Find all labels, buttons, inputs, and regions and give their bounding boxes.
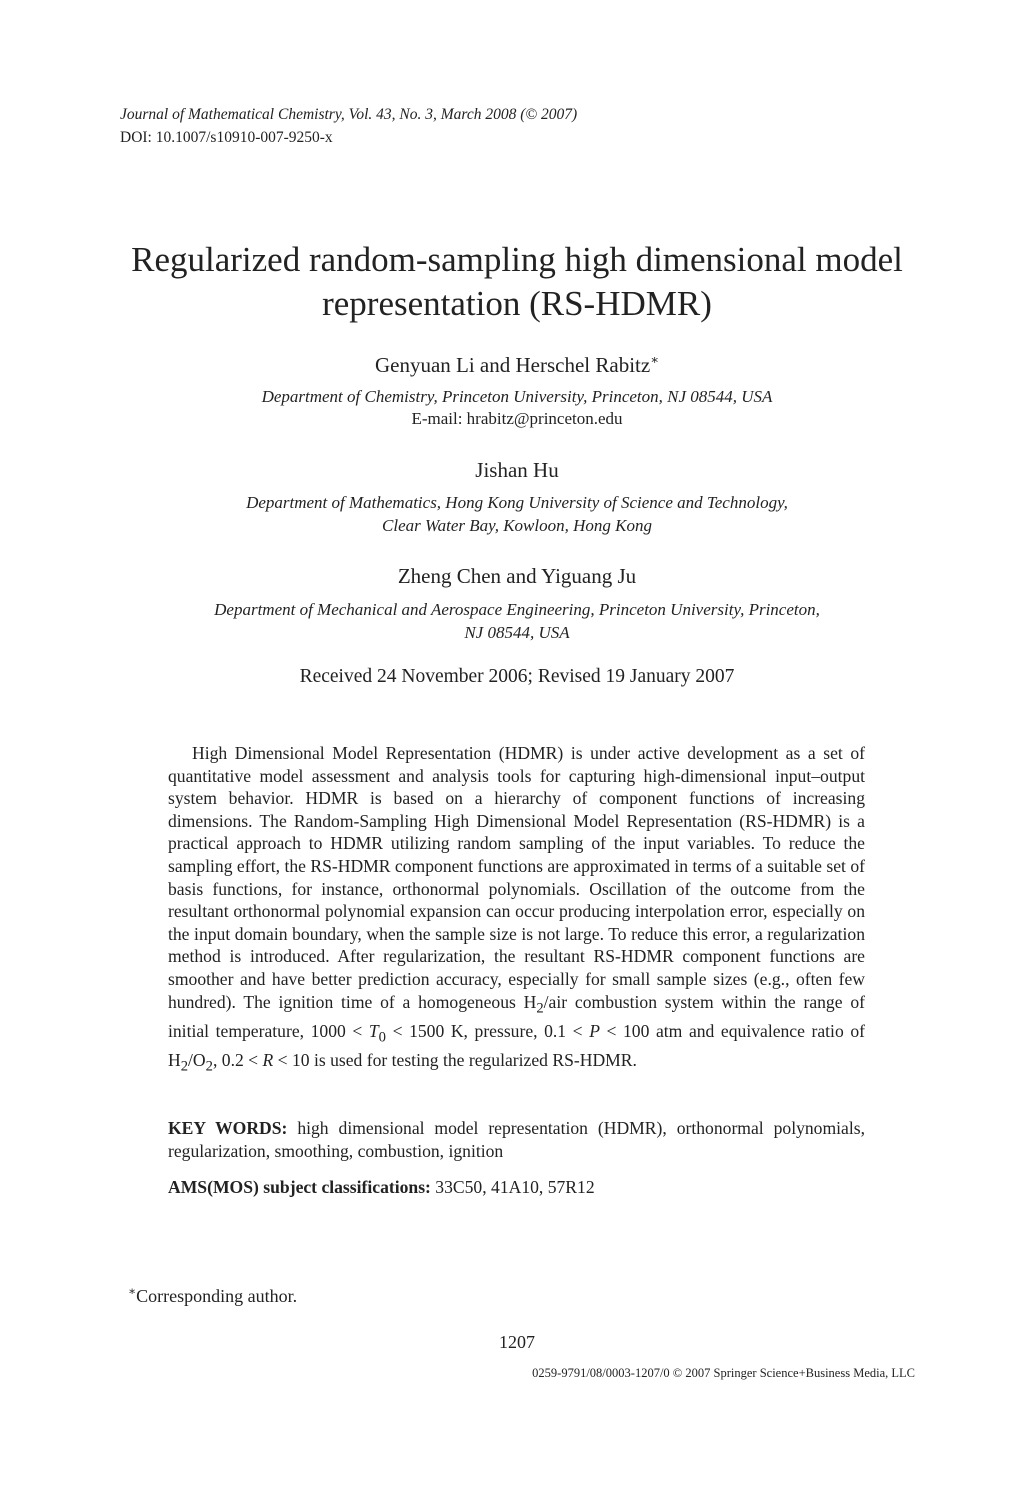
keywords-text: high dimensional model representation (HDMR), orthonormal polynomials, regularization, smoothing, combustion, ignition <box>168 1118 865 1161</box>
author-names: Genyuan Li and Herschel Rabitz <box>374 353 651 377</box>
abstract: High Dimensional Model Representation (HDMR) is under active development as a set of quantitative model assessment and analysis tools for capturing high-dimensional input–output system behavior. HDMR is based on a hierarchy of component functions of increasing dimensions. The Random-Sampling High Dimensional Model Representation (RS-HDMR) is a practical approach to HDMR utilizing random sampling of the input variables. To reduce the sampling effort, the RS-HDMR component functions are approximated in terms of a suitable set of basis functions, for instance, orthonormal polynomials. Oscillation of the outcome from the resultant orthonormal polynomial expansion can occur producing interpolation error, especially on the input domain boundary, when the sample size is not large. To reduce this error, a regularization method is introduced. After regularization, the resultant RS-HDMR component functions are smoother and have better prediction accuracy, especially for small sample sizes (e.g., often few hundred). The ignition time of a homogeneous $H_2$/air combustion system within the range of initial temperature, $1000 < T_0 < 1500$ K, pressure, 0.1 < P < 100 atm and equivalence ratio of $H_2/O_2$, 0.2 < R < 10 is used for testing the regularized RS-HDMR. <box>168 743 865 1075</box>
corresponding-mark: ∗ <box>650 352 660 367</box>
affiliation <box>150 491 884 537</box>
footnote-text: Corresponding author. <box>136 1286 298 1306</box>
author-names: Jishan Hu <box>475 458 559 482</box>
keywords-label: KEY WORDS: <box>168 1118 288 1138</box>
affiliation-line: Clear Water Bay, Kowloon, Hong Kong <box>382 516 652 535</box>
affiliation: Department of Chemistry, Princeton University, Princeton, NJ 08544, USA <box>261 387 773 406</box>
journal-citation: Journal of Mathematical Chemistry, Vol. 43, No. 3, March 2008 (© 2007) <box>120 106 578 123</box>
paper-title <box>60 238 974 326</box>
ams-label: AMS(MOS) subject classifications: <box>168 1177 431 1197</box>
author-names: Zheng Chen and Yiguang Ju <box>397 564 637 588</box>
author-email: E-mail: hrabitz@princeton.edu <box>411 409 623 428</box>
copyright: 0259-9791/08/0003-1207/0 © 2007 Springer Science+Business Media, LLC <box>532 1366 915 1380</box>
page-number: 1207 <box>499 1332 535 1352</box>
title-line-2: representation (RS-HDMR) <box>322 284 712 323</box>
ams-classifications <box>168 1177 865 1198</box>
received-dates: Received 24 November 2006; Revised 19 January 2007 <box>299 666 735 687</box>
doi: DOI: 10.1007/s10910-007-9250-x <box>120 129 333 146</box>
footnote <box>128 1284 297 1307</box>
title-line-1: Regularized random-sampling high dimensional model <box>131 240 903 279</box>
affiliation-line: NJ 08544, USA <box>464 623 570 642</box>
footnote-mark: ∗ <box>128 1284 137 1298</box>
keywords <box>168 1117 865 1163</box>
author-group-1 <box>0 352 1034 378</box>
affiliation <box>130 598 904 644</box>
ams-text: 33C50, 41A10, 57R12 <box>430 1177 595 1197</box>
affiliation-line: Department of Mathematics, Hong Kong University of Science and Technology, <box>246 493 788 512</box>
affiliation-line: Department of Mechanical and Aerospace Engineering, Princeton University, Princeton, <box>214 600 820 619</box>
